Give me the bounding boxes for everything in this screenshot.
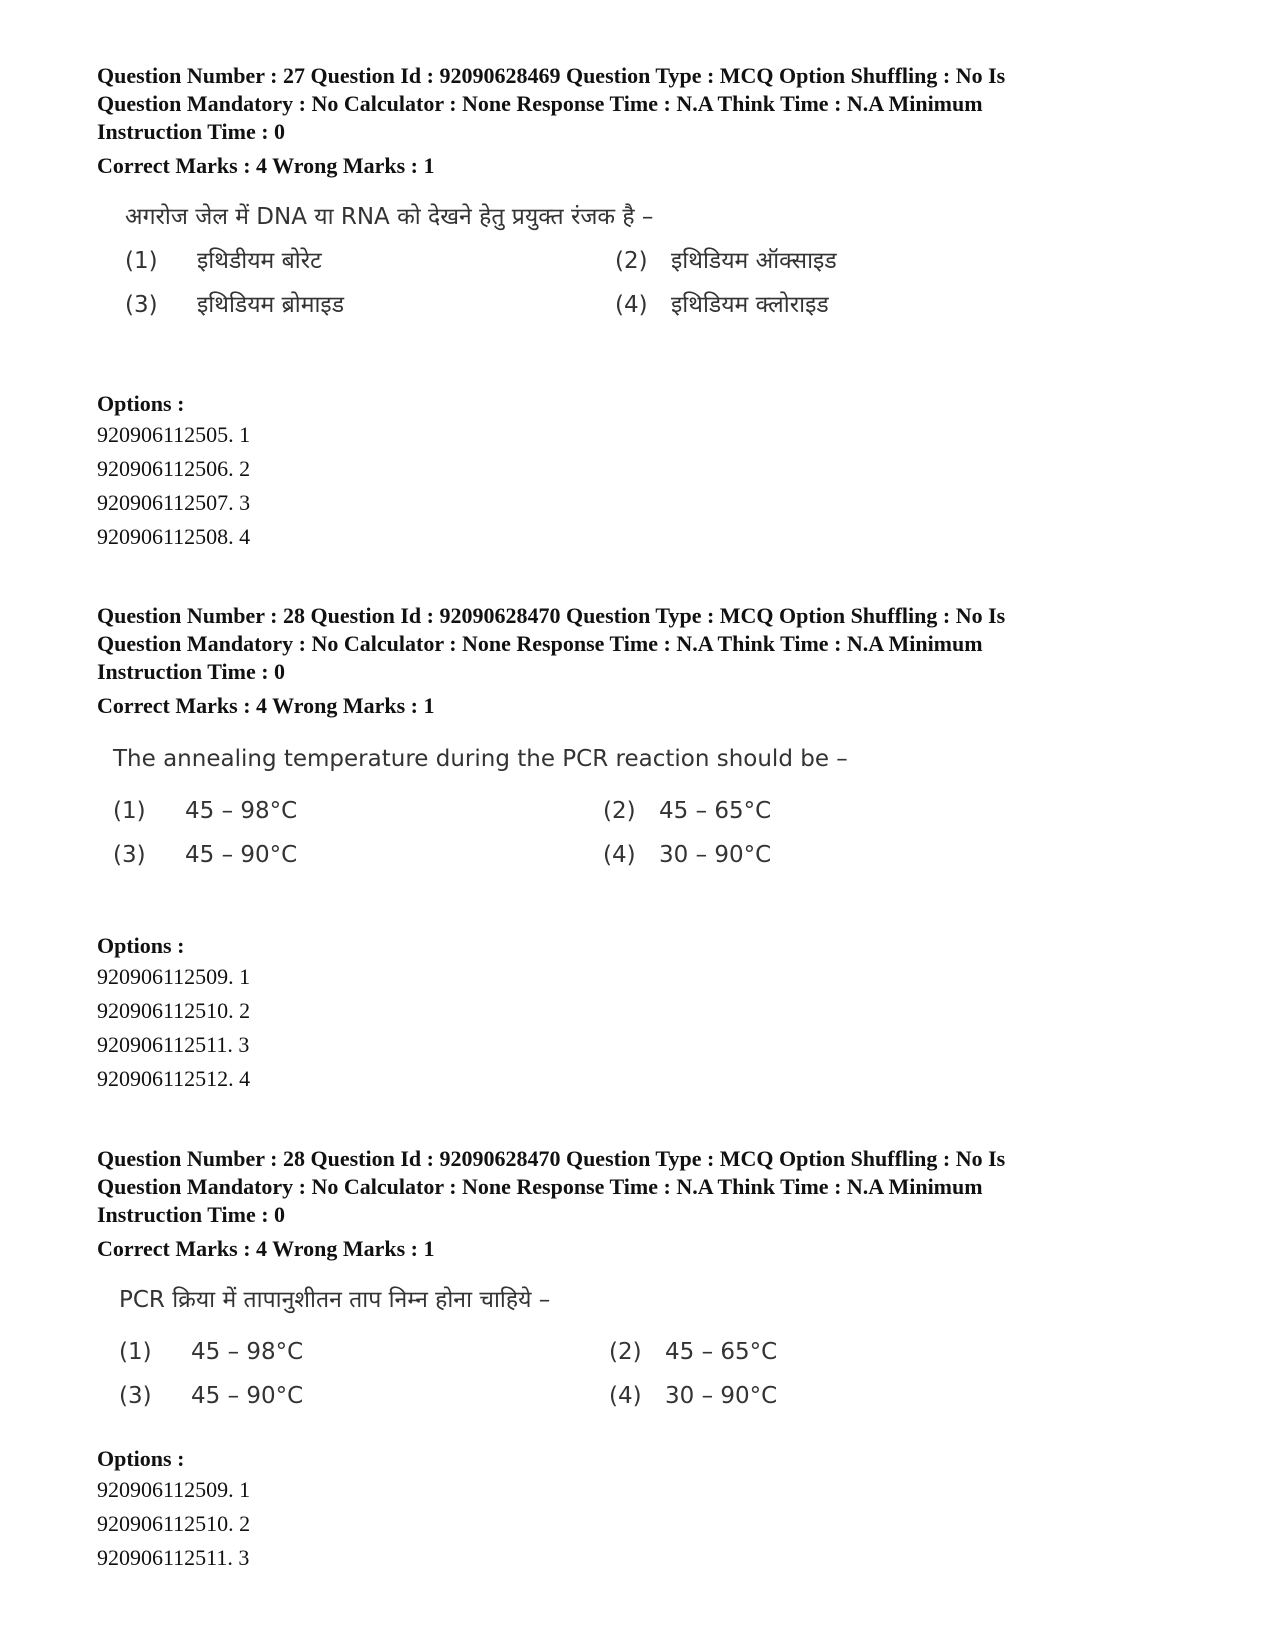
choice-text: 45 – 98°C: [185, 798, 298, 824]
choice-number: (2): [615, 248, 648, 274]
options-label: Options :: [97, 1446, 185, 1471]
option-line: 920906112506. 2: [97, 456, 251, 481]
choice-number: (1): [119, 1339, 152, 1365]
option-line: 920906112512. 4: [97, 1066, 251, 1091]
choices-grid: [119, 1337, 1005, 1427]
choice-item: [603, 840, 771, 870]
choice-text: इथिडियम ऑक्साइड: [671, 248, 837, 274]
choice-item: [113, 840, 297, 870]
choice-text: 45 – 65°C: [665, 1339, 778, 1365]
choice-text: इथिडियम क्लोराइड: [671, 292, 829, 318]
marks-line: Correct Marks : 4 Wrong Marks : 1: [97, 1236, 435, 1261]
choice-number: (3): [119, 1383, 152, 1409]
question-meta-line: Question Mandatory : No Calculator : None Response Time : N.A Think Time : N.A Minimum: [97, 631, 983, 656]
choice-text: 45 – 90°C: [191, 1383, 304, 1409]
choices-grid: [113, 796, 1005, 886]
options-section-28: [97, 932, 250, 1096]
question-meta-line: Instruction Time : 0: [97, 659, 286, 684]
options-section-27: [97, 390, 250, 554]
choice-number: (2): [609, 1339, 642, 1365]
question-image: [113, 744, 1005, 886]
choice-number: (2): [603, 798, 636, 824]
choice-item: [119, 1337, 303, 1367]
option-line: 920906112511. 3: [97, 1545, 250, 1570]
options-label: Options :: [97, 933, 185, 958]
option-line: 920906112507. 3: [97, 490, 251, 515]
choice-item: [125, 246, 322, 276]
choice-text: 45 – 98°C: [191, 1339, 304, 1365]
choice-text: इथिडीयम बोरेट: [197, 248, 322, 274]
question-meta-line: Question Number : 27 Question Id : 92090628469 Question Type : MCQ Option Shuffling : No Is: [97, 63, 1006, 88]
choice-text: इथिडियम ब्रोमाइड: [197, 292, 345, 318]
choice-number: (4): [615, 292, 648, 318]
choice-item: [615, 246, 837, 276]
question-block-28-hindi: [97, 1145, 1005, 1427]
options-section-28-hindi: [97, 1445, 250, 1575]
choice-number: (3): [113, 842, 146, 868]
choice-number: (4): [609, 1383, 642, 1409]
option-line: 920906112509. 1: [97, 964, 251, 989]
marks-line: Correct Marks : 4 Wrong Marks : 1: [97, 693, 435, 718]
choice-item: [615, 290, 829, 320]
choice-number: (4): [603, 842, 636, 868]
option-line: 920906112508. 4: [97, 524, 251, 549]
choice-item: [113, 796, 297, 826]
marks-line: Correct Marks : 4 Wrong Marks : 1: [97, 153, 435, 178]
option-line: 920906112505. 1: [97, 422, 251, 447]
question-meta-line: Question Mandatory : No Calculator : None Response Time : N.A Think Time : N.A Minimum: [97, 1174, 983, 1199]
choice-item: [609, 1337, 777, 1367]
question-meta-line: Question Mandatory : No Calculator : None Response Time : N.A Think Time : N.A Minimum: [97, 91, 983, 116]
option-line: 920906112509. 1: [97, 1477, 251, 1502]
choice-number: (3): [125, 292, 158, 318]
question-block-28: [97, 602, 1005, 886]
choice-item: [119, 1381, 303, 1411]
question-image: [119, 1285, 1005, 1427]
question-block-27: [97, 62, 1005, 336]
choice-item: [125, 290, 344, 320]
question-image: [125, 202, 1005, 336]
choices-grid: [125, 246, 1005, 336]
question-text: PCR क्रिया में तापानुशीतन ताप निम्न होना चाहिये –: [119, 1287, 551, 1313]
question-meta-line: Question Number : 28 Question Id : 92090628470 Question Type : MCQ Option Shuffling : No Is: [97, 603, 1006, 628]
choice-text: 30 – 90°C: [665, 1383, 778, 1409]
question-meta-line: Instruction Time : 0: [97, 119, 286, 144]
choice-item: [603, 796, 771, 826]
question-text: The annealing temperature during the PCR reaction should be –: [113, 746, 848, 772]
choice-text: 45 – 90°C: [185, 842, 298, 868]
choice-number: (1): [113, 798, 146, 824]
question-meta-line: Question Number : 28 Question Id : 92090628470 Question Type : MCQ Option Shuffling : No Is: [97, 1146, 1006, 1171]
options-label: Options :: [97, 391, 185, 416]
option-line: 920906112510. 2: [97, 1511, 251, 1536]
question-meta-line: Instruction Time : 0: [97, 1202, 286, 1227]
option-line: 920906112510. 2: [97, 998, 251, 1023]
choice-number: (1): [125, 248, 158, 274]
option-line: 920906112511. 3: [97, 1032, 250, 1057]
choice-item: [609, 1381, 777, 1411]
choice-text: 45 – 65°C: [659, 798, 772, 824]
choice-text: 30 – 90°C: [659, 842, 772, 868]
question-text: अगरोज जेल में DNA या RNA को देखने हेतु प्रयुक्त रंजक है –: [125, 204, 654, 230]
